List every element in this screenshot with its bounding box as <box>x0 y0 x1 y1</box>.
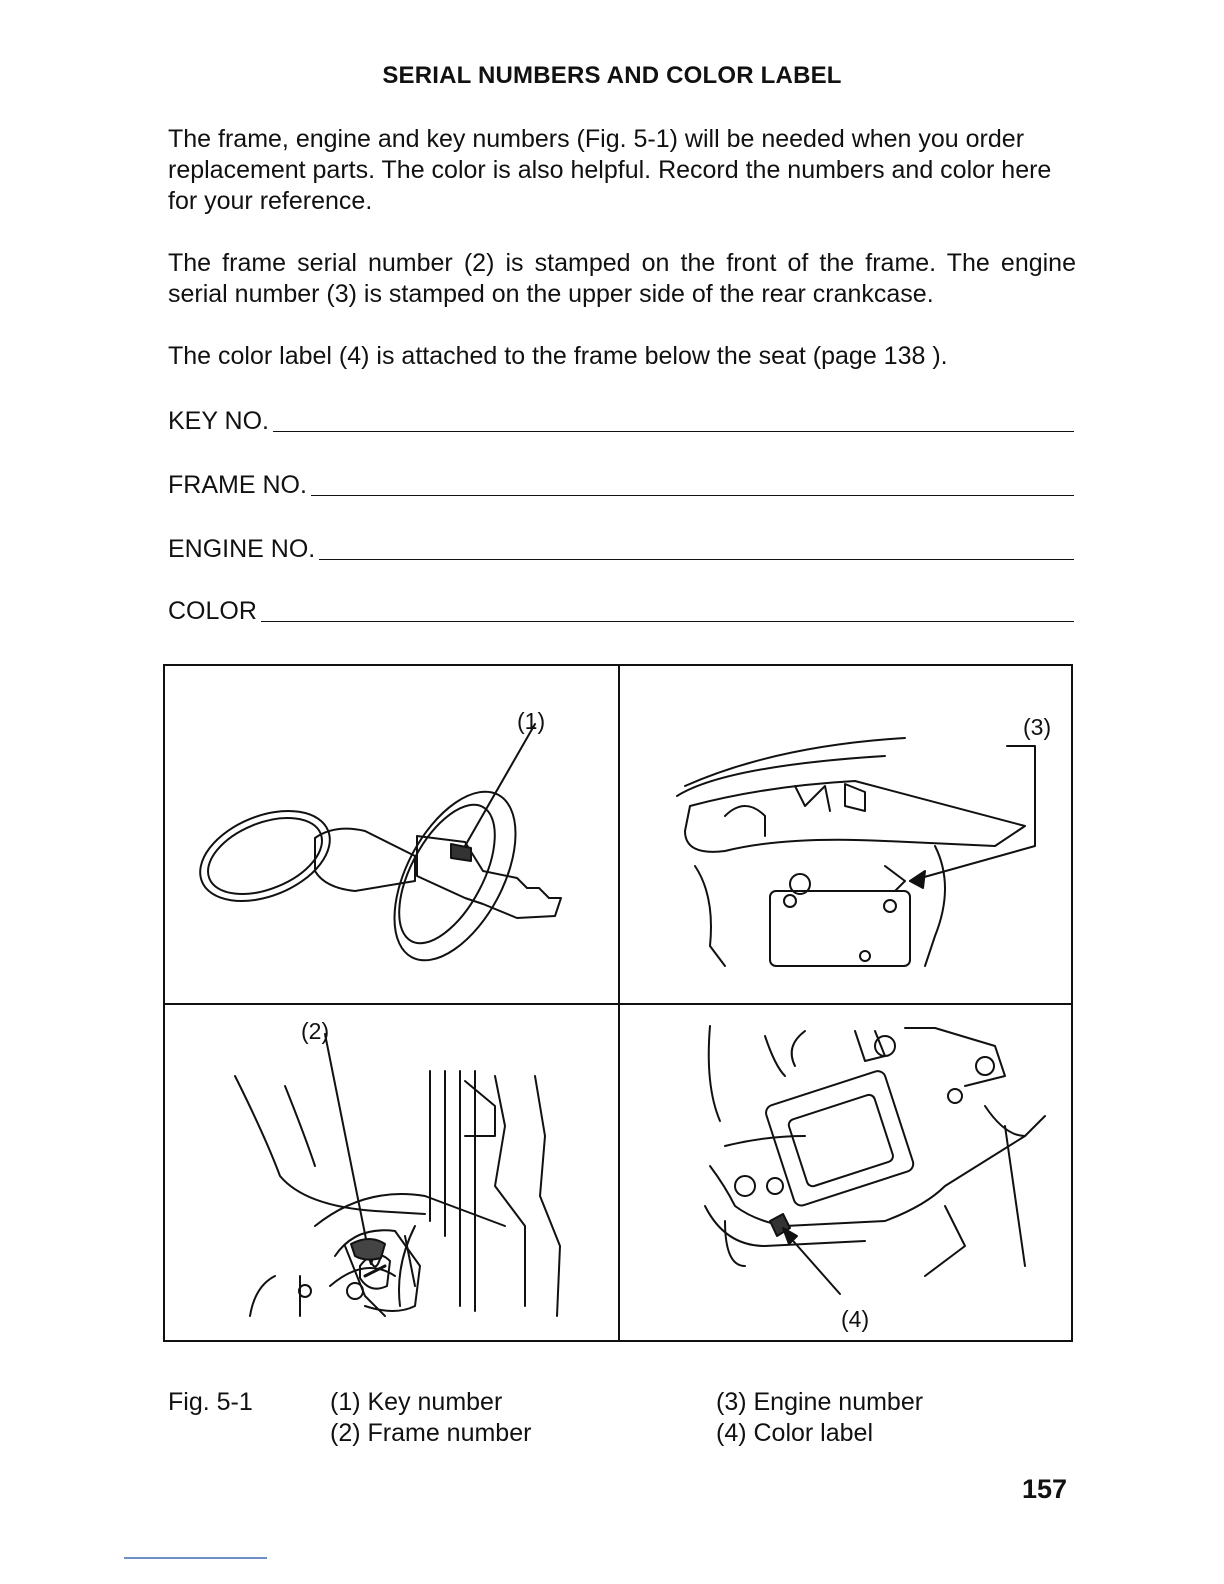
callout-4-label: (4) <box>841 1306 870 1332</box>
figure-label: Fig. 5-1 <box>168 1388 253 1416</box>
callout-2-label: (2) <box>301 1018 330 1044</box>
page-number: 157 <box>1022 1474 1068 1504</box>
key-illustration <box>187 724 561 980</box>
key-no-field[interactable] <box>168 400 1074 436</box>
page-title: SERIAL NUMBERS AND COLOR LABEL <box>382 62 842 89</box>
engine-no-field[interactable] <box>168 528 1074 564</box>
serial-location-paragraph: The frame serial number (2) is stamped on the front of the frame. The engine serial number (3) is stamped on the upper side of the rear crankcase. <box>168 249 1076 308</box>
key-no-blank-line[interactable] <box>273 431 1074 432</box>
callout-3-label: (3) <box>1023 714 1052 740</box>
frame-illustration <box>235 1034 560 1316</box>
callout-1-label: (1) <box>517 708 546 734</box>
callout3-leader <box>910 746 1035 881</box>
frame-no-label: FRAME NO. <box>168 471 307 499</box>
frame-no-field[interactable] <box>168 464 1074 500</box>
color-label: COLOR <box>168 597 257 625</box>
engine-no-blank-line[interactable] <box>319 559 1074 560</box>
caption-column-1 <box>330 1387 531 1449</box>
key-no-label: KEY NO. <box>168 407 269 435</box>
caption-frame-number: (2) Frame number <box>330 1419 532 1447</box>
callout1-leader <box>465 724 535 846</box>
footer-rule <box>124 1557 267 1559</box>
under-seat-illustration <box>705 1026 1045 1294</box>
engine-no-label: ENGINE NO. <box>168 535 316 563</box>
caption-column-2 <box>716 1387 923 1449</box>
caption-color-label: (4) Color label <box>716 1419 874 1447</box>
engine-illustration <box>677 738 1035 966</box>
figure-5-1 <box>163 664 1073 1342</box>
color-field[interactable] <box>168 590 1074 626</box>
frame-no-blank-line[interactable] <box>311 495 1074 496</box>
intro-paragraph: The frame, engine and key numbers (Fig. 5-1) will be needed when you order replacement parts. The color is also helpful. Record the numbers and color here for your reference. <box>168 125 1052 215</box>
color-label-paragraph: The color label (4) is attached to the frame below the seat (page 138 ). <box>168 342 948 370</box>
caption-key-number: (1) Key number <box>330 1388 503 1416</box>
caption-engine-number: (3) Engine number <box>716 1388 924 1416</box>
color-blank-line[interactable] <box>261 621 1074 622</box>
figure-illustrations <box>165 666 1071 1340</box>
